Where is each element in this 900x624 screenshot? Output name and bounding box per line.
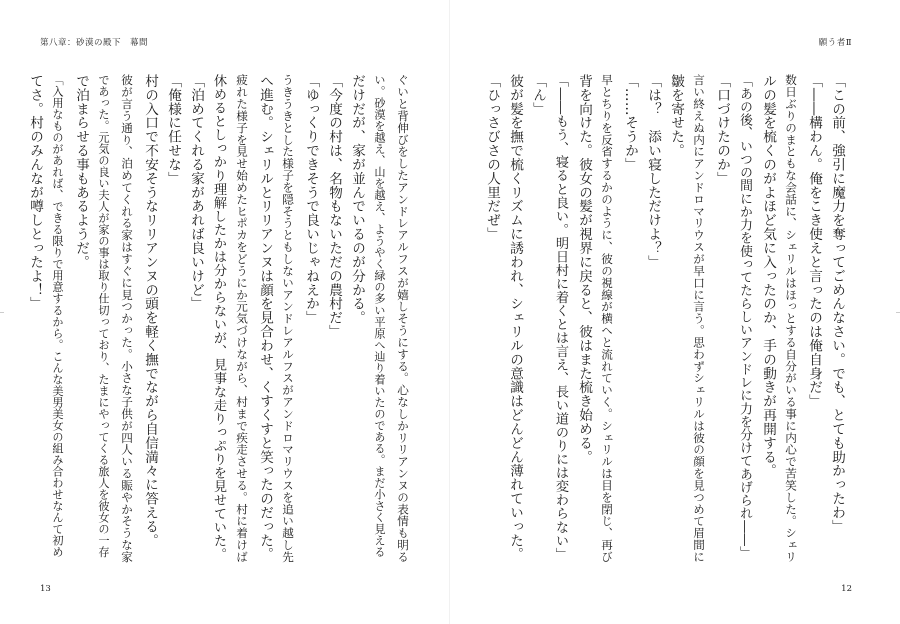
left-line: 「今度の村は、名物もないただの農村だ」 (326, 74, 342, 339)
left-line: 村の入口で不安そうなリリアンヌの頭を軽く撫でながら自信満々に答える。 (142, 74, 158, 548)
left-running-header: 第八章：砂漠の殿下 幕間 (40, 38, 149, 48)
left-line: であった。元気の良い夫人が家の事は取り仕切っており、たまにやってくる旅人を彼女の一存 (97, 74, 110, 558)
left-line: い。砂漠を越え、山を越え、ようやく緑の多い平原へ辿り着いたのである。まだ小さく見える (373, 74, 386, 558)
right-line: 背を向けた。彼女の髪が視界に戻ると、彼はまた梳き始める。 (576, 74, 592, 464)
right-page-body (480, 74, 848, 564)
left-line: 休めるとしっかり理解したかは分からないが、見事な走りっぷりを見せていた。 (211, 74, 226, 561)
left-line: 「泊めてくれる家があれば良いけど」 (188, 74, 204, 311)
left-line: 疲れた様子を見せ始めたヒポカをどうにか元気づけながら、村まで疾走させる。村に着けば (235, 74, 249, 563)
right-line: 「あの後、いつの間にか力を使ってたらしいアンドレに力を分けてあげられ――」 (737, 74, 752, 560)
trim-mark-left (0, 312, 4, 313)
left-line: で泊まらせる事もあるようだ。 (73, 74, 89, 269)
right-line: 「は？ 添い寝しただけよ？」 (645, 74, 661, 269)
right-line: 彼が髪を撫で梳くリズムに誘われ、シェリルの意識はどんどん薄れていった。 (507, 74, 523, 562)
left-line: ぐいと背伸びをしたアンドレアルフスが嬉しそうにする。心なしかリリアンヌの表情も明る (396, 74, 410, 563)
left-line: うきうきとした様子を隠そうともしないアンドレアルフスがアンドロマリウスを追い越し先 (281, 74, 295, 563)
right-page-number: 12 (841, 584, 852, 594)
right-line: 「この前、強引に魔力を奪ってごめんなさい。でも、とても助かったわ」 (829, 74, 845, 534)
left-line: へ進む。シェリルとリリアンヌは顔を見合わせ、くすくすと笑ったのだった。 (257, 74, 273, 562)
right-line: 皺を寄せた。 (668, 74, 684, 158)
right-line: 「――構わん。俺をこき使えと言ったのは俺自身だ」 (806, 74, 822, 409)
left-line: 「入用なものがあれば、できる限りで用意するから。こんな美男美女の組み合わせなんて初め (51, 74, 64, 558)
right-line: 「ん」 (530, 74, 546, 116)
left-page-body (23, 74, 414, 564)
left-line: 「ゆっくりできそうで良いじゃねえか」 (303, 74, 319, 325)
left-page-number: 13 (40, 584, 51, 594)
right-line: 「……そうか」 (622, 74, 638, 172)
left-line: 彼が言う通り、泊めてくれる家はすぐに見つかった。小さな子供が四人いる賑やかそうな家 (120, 74, 134, 563)
left-line: 「俺様に任せな」 (165, 74, 181, 186)
right-line: 早とちりを反省するかのように、彼の視線が横へと流れていく。シェリルは目を閉じ、再び (600, 74, 614, 563)
left-line: てさ。村のみんなが噂しとったよ！」 (27, 74, 43, 311)
right-line: 数日ぶりのまともな会話に、シェリルはほっとする自分がいる事に内心で苦笑した。シェリ (784, 74, 798, 563)
right-line: 「――もう、寝ると良い。明日村に着くとは言え、長い道のりには変わらない」 (553, 74, 568, 561)
left-line: だけだが、家が並んでいるのが分かる。 (349, 74, 365, 325)
right-running-header: 願う者Ⅱ (818, 38, 852, 48)
right-line: 言い終えぬ内にアンドロマリウスが早口に言う。思わずシェリルは彼の顔を見つめて眉間に (692, 74, 706, 563)
right-line: ルの髪を梳くのがよほど気に入ったのか、手の動きが再開する。 (760, 74, 776, 478)
gutter (449, 0, 450, 624)
right-line: 「ひっさびさの人里だぜ」 (484, 74, 500, 242)
trim-mark-right (896, 312, 900, 313)
right-line: 「口づけたのか」 (714, 74, 730, 186)
